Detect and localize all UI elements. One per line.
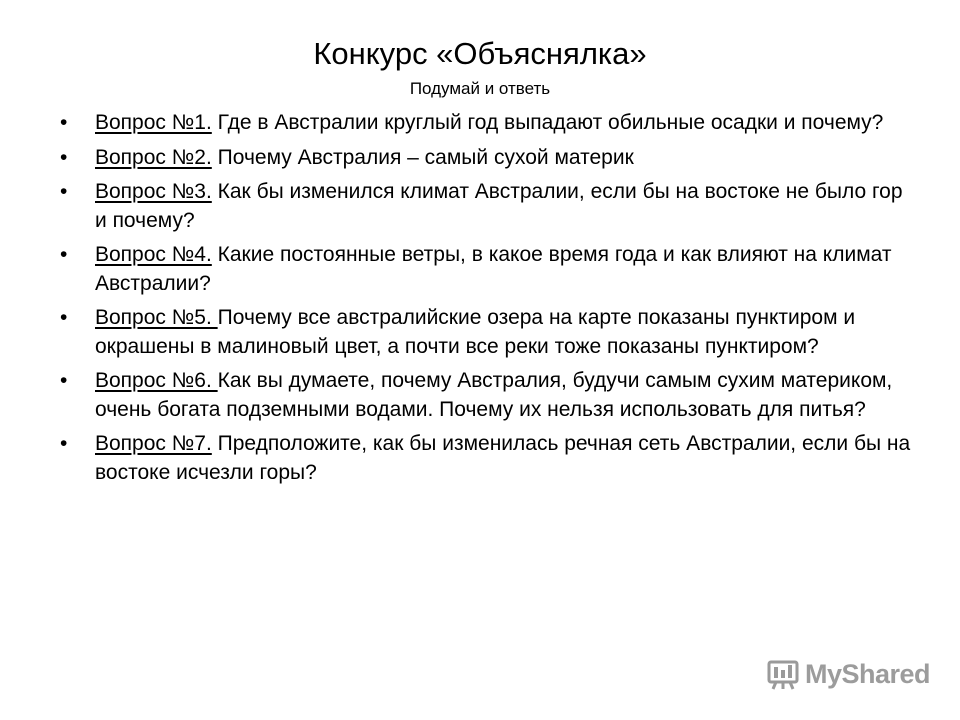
slide-subtitle: Подумай и ответь <box>409 79 551 98</box>
question-text: Какие постоянные ветры, в какое время года и как влияют на климат Австралии? <box>95 243 892 295</box>
bullet-icon: • <box>60 145 68 169</box>
question-item-3 <box>60 178 920 235</box>
question-text: Почему все австралийские озера на карте показаны пунктиром и окрашены в малиновый цвет, а почти все реки тоже показаны пунктиром? <box>95 306 856 358</box>
question-label: Вопрос №5. <box>95 306 218 329</box>
question-text: Как вы думаете, почему Австралия, будучи самым сухим материком, очень богата подземными водами. Почему их нельзя использовать для питья? <box>95 369 893 421</box>
question-text: Почему Австралия – самый сухой материк <box>211 145 634 169</box>
bullet-icon: • <box>60 180 68 203</box>
question-label: Вопрос №3. <box>95 180 212 203</box>
question-list <box>60 109 920 493</box>
bullet-icon: • <box>60 243 68 266</box>
myshared-watermark[interactable] <box>766 656 930 692</box>
bullet-icon: • <box>60 369 68 392</box>
slide-title: Конкурс «Объяснялка» <box>313 36 647 71</box>
myshared-logo-icon <box>766 657 800 691</box>
question-label: Вопрос №2. <box>95 145 212 169</box>
question-text: Как бы изменился климат Австралии, если бы на востоке не было гор и почему? <box>95 180 903 232</box>
question-text: Где в Австралии круглый год выпадают обильные осадки и почему? <box>211 111 884 134</box>
question-text: Предположите, как бы изменилась речная сеть Австралии, если бы на востоке исчезли горы? <box>95 432 911 484</box>
question-item-2 <box>60 144 920 173</box>
question-item-6 <box>60 367 920 424</box>
slide-header <box>0 34 960 99</box>
bullet-icon: • <box>60 432 68 455</box>
bullet-icon: • <box>60 111 68 134</box>
question-label: Вопрос №4. <box>95 243 212 266</box>
question-label: Вопрос №7. <box>95 432 212 455</box>
question-item-1 <box>60 109 920 138</box>
question-item-5 <box>60 304 920 361</box>
question-item-4 <box>60 241 920 298</box>
question-item-7 <box>60 430 920 487</box>
myshared-brand-text: MyShared <box>805 658 931 689</box>
question-label: Вопрос №6. <box>95 369 218 392</box>
bullet-icon: • <box>60 306 68 329</box>
question-label: Вопрос №1. <box>95 111 212 134</box>
